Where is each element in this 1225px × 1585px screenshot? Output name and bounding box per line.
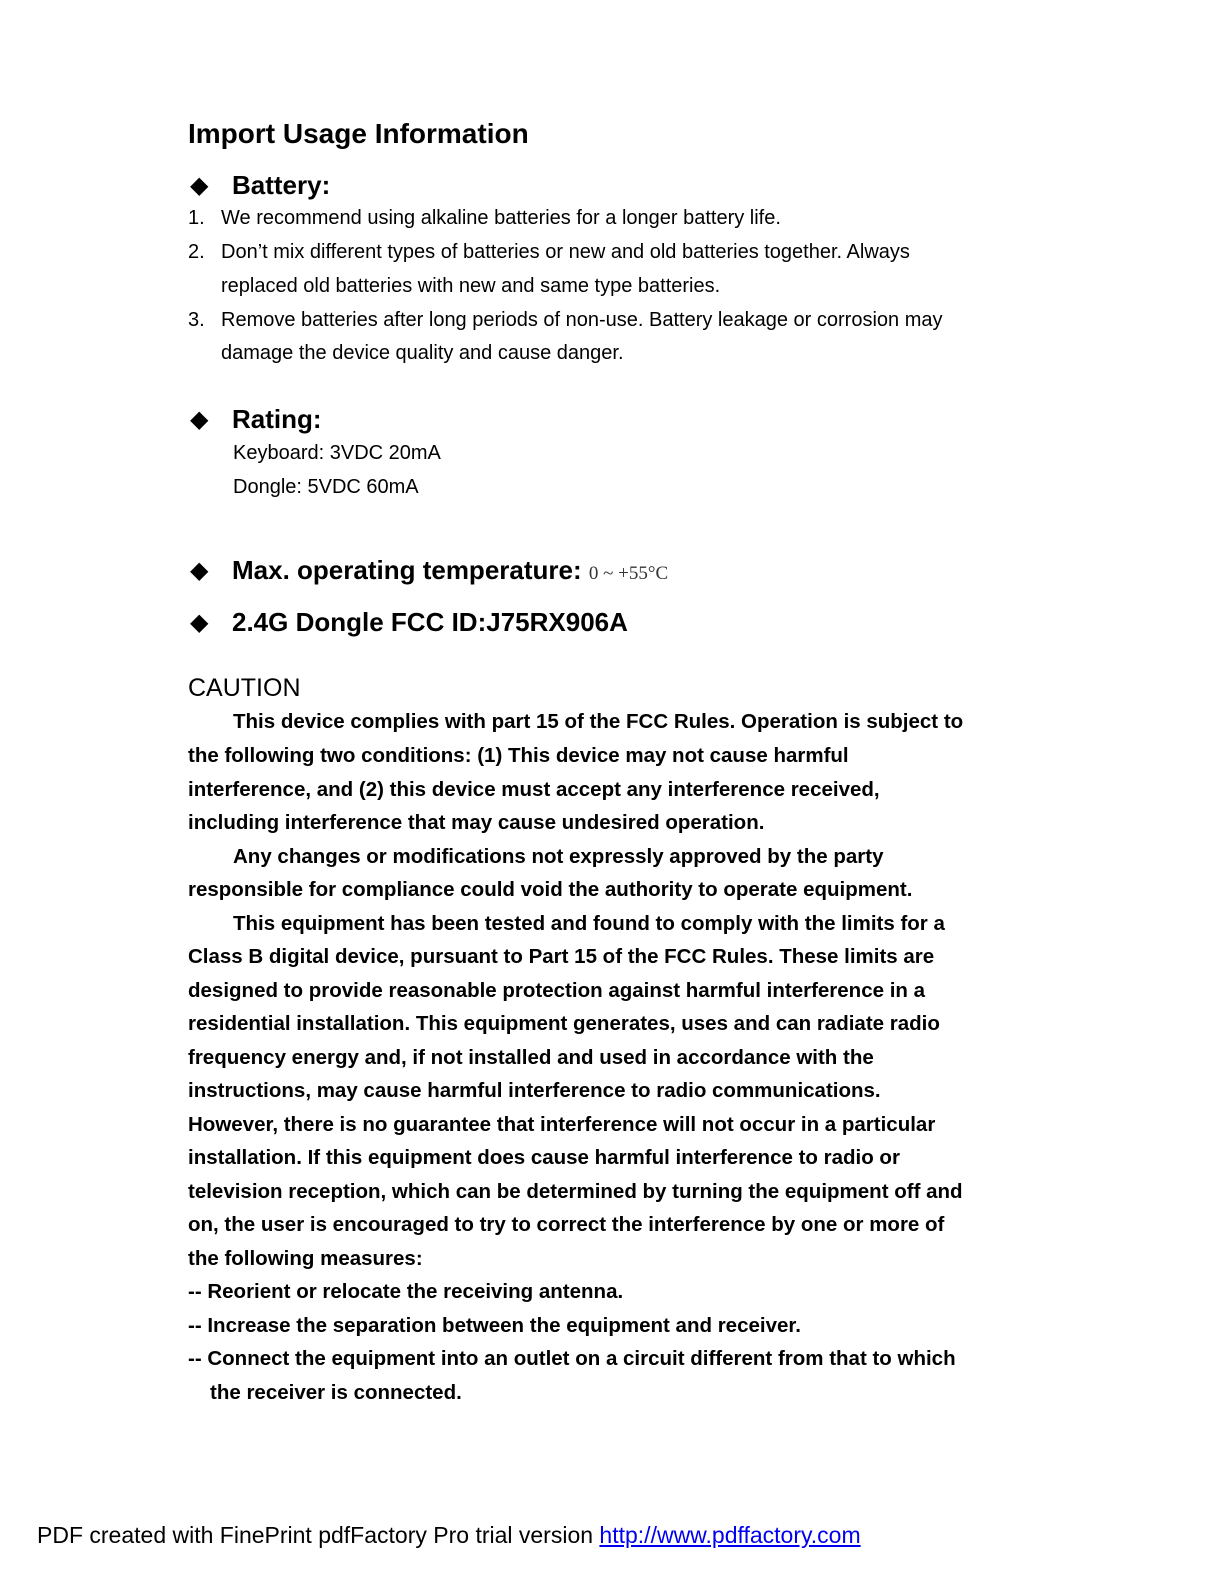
list-item: We recommend using alkaline batteries for a longer battery life. bbox=[221, 207, 781, 229]
caution-line: Any changes or modifications not expressly approved by the party bbox=[233, 845, 884, 868]
caution-line: the following two conditions: (1) This device may not cause harmful bbox=[188, 744, 849, 767]
caution-line: the following measures: bbox=[188, 1247, 423, 1270]
fcc-id: 2.4G Dongle FCC ID:J75RX906A bbox=[232, 607, 628, 637]
list-number: 2. bbox=[188, 241, 205, 263]
bullet-diamond-icon: ◆ bbox=[190, 557, 209, 584]
caution-line: Class B digital device, pursuant to Part 15 of the FCC Rules. These limits are bbox=[188, 945, 935, 968]
caution-line: television reception, which can be determined by turning the equipment off and bbox=[188, 1180, 963, 1203]
caution-line: instructions, may cause harmful interference to radio communications. bbox=[188, 1079, 881, 1102]
temperature-value: 0 ~ +55°C bbox=[588, 563, 669, 584]
caution-line: responsible for compliance could void the authority to operate equipment. bbox=[188, 878, 913, 901]
caution-line: residential installation. This equipment generates, uses and can radiate radio bbox=[188, 1012, 940, 1035]
list-item: Don’t mix different types of batteries or new and old batteries together. Always bbox=[221, 241, 910, 263]
bullet-diamond-icon: ◆ bbox=[190, 406, 209, 433]
caution-line: However, there is no guarantee that interference will not occur in a particular bbox=[188, 1113, 936, 1136]
temperature-row bbox=[232, 555, 668, 586]
caution-line: frequency energy and, if not installed and used in accordance with the bbox=[188, 1046, 874, 1069]
list-item-continuation: damage the device quality and cause danger. bbox=[221, 342, 624, 364]
measure-item-continuation: the receiver is connected. bbox=[210, 1381, 462, 1404]
measure-item: -- Reorient or relocate the receiving antenna. bbox=[188, 1280, 624, 1303]
caution-heading: CAUTION bbox=[188, 674, 301, 702]
temperature-heading: Max. operating temperature: bbox=[232, 555, 582, 585]
rating-dongle: Dongle: 5VDC 60mA bbox=[233, 476, 419, 498]
bullet-diamond-icon: ◆ bbox=[190, 172, 209, 199]
footer-text: PDF created with FinePrint pdfFactory Pro trial version bbox=[37, 1522, 600, 1548]
measure-item: -- Connect the equipment into an outlet on a circuit different from that to which bbox=[188, 1347, 956, 1370]
caution-line: interference, and (2) this device must accept any interference received, bbox=[188, 778, 880, 801]
footer-link[interactable]: http://www.pdffactory.com bbox=[599, 1522, 861, 1548]
caution-line: designed to provide reasonable protection against harmful interference in a bbox=[188, 979, 926, 1002]
list-number: 3. bbox=[188, 309, 205, 331]
list-number: 1. bbox=[188, 207, 205, 229]
list-item-continuation: replaced old batteries with new and same type batteries. bbox=[221, 275, 721, 297]
caution-line: This equipment has been tested and found to comply with the limits for a bbox=[233, 912, 945, 935]
rating-heading: Rating: bbox=[232, 404, 322, 434]
pdf-footer bbox=[37, 1522, 861, 1549]
caution-line: installation. If this equipment does cause harmful interference to radio or bbox=[188, 1146, 900, 1169]
caution-line: on, the user is encouraged to try to correct the interference by one or more of bbox=[188, 1213, 945, 1236]
measure-item: -- Increase the separation between the equipment and receiver. bbox=[188, 1314, 801, 1337]
list-item: Remove batteries after long periods of non-use. Battery leakage or corrosion may bbox=[221, 309, 943, 331]
rating-keyboard: Keyboard: 3VDC 20mA bbox=[233, 442, 441, 464]
page-title: Import Usage Information bbox=[188, 118, 529, 149]
caution-line: including interference that may cause undesired operation. bbox=[188, 811, 765, 834]
bullet-diamond-icon: ◆ bbox=[190, 609, 209, 636]
battery-heading: Battery: bbox=[232, 170, 331, 200]
caution-line: This device complies with part 15 of the FCC Rules. Operation is subject to bbox=[233, 710, 964, 733]
